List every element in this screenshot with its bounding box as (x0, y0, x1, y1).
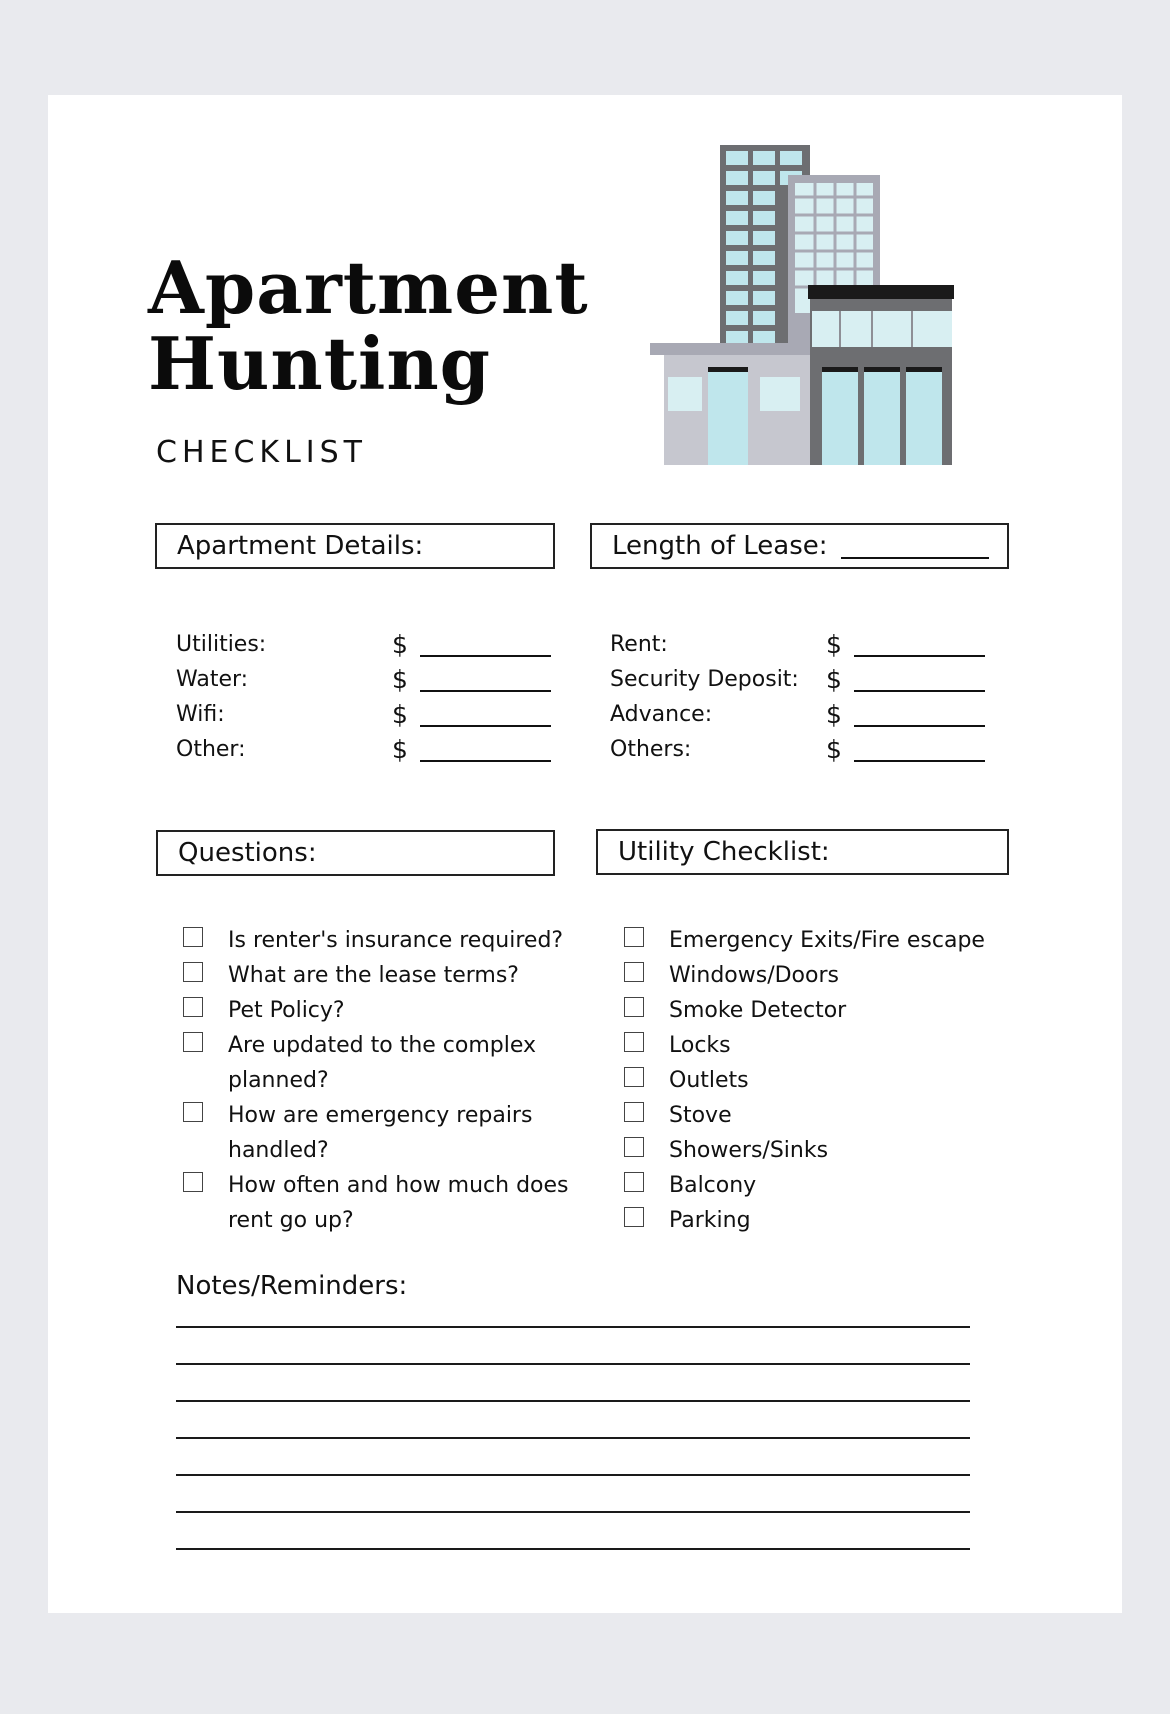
checkbox[interactable] (183, 1102, 203, 1122)
list-item[interactable] (624, 1133, 1014, 1168)
utility-text: Smoke Detector (669, 998, 847, 1023)
block-right-upper-glass (812, 311, 952, 347)
question-text: Is renter's insurance required? (228, 928, 564, 953)
dollar-sign: $ (826, 735, 842, 764)
list-item[interactable] (624, 958, 1014, 993)
page-subtitle: CHECKLIST (156, 435, 368, 470)
list-item[interactable] (183, 1168, 573, 1238)
list-item[interactable] (183, 923, 573, 958)
apartment-building-illustration (650, 145, 970, 465)
title-line-1: Apartment (148, 245, 589, 330)
cost-row-wifi (176, 700, 576, 735)
cost-row-other (176, 735, 576, 770)
questions-list (183, 923, 573, 1238)
utility-text: Windows/Doors (669, 963, 839, 988)
list-item[interactable] (624, 993, 1014, 1028)
note-line[interactable] (176, 1511, 970, 1513)
lease-heading: Length of Lease: (612, 531, 828, 561)
apartment-details-box (155, 523, 555, 569)
lease-box (590, 523, 1009, 569)
amount-blank[interactable] (420, 690, 551, 692)
utility-list (624, 923, 1014, 1238)
checkbox[interactable] (624, 1067, 644, 1087)
checkbox[interactable] (624, 1032, 644, 1052)
checkbox[interactable] (183, 1172, 203, 1192)
utility-text: Stove (669, 1103, 732, 1128)
cost-label: Security Deposit: (610, 667, 799, 692)
list-item[interactable] (624, 1168, 1014, 1203)
checkbox[interactable] (624, 1172, 644, 1192)
cost-row-utilities (176, 630, 576, 665)
cost-row-security-deposit (610, 665, 1010, 700)
checkbox[interactable] (183, 927, 203, 947)
list-item[interactable] (624, 1098, 1014, 1133)
question-text: Pet Policy? (228, 998, 345, 1023)
dollar-sign: $ (392, 630, 408, 659)
checkbox[interactable] (624, 1102, 644, 1122)
utility-text: Emergency Exits/Fire escape (669, 928, 985, 953)
title-line-2: Hunting (148, 321, 492, 406)
dollar-sign: $ (392, 735, 408, 764)
dollar-sign: $ (826, 630, 842, 659)
checkbox[interactable] (183, 962, 203, 982)
apartment-details-list (176, 630, 576, 770)
roof-black (808, 285, 954, 299)
utility-text: Showers/Sinks (669, 1138, 829, 1163)
amount-blank[interactable] (420, 655, 551, 657)
amount-blank[interactable] (420, 725, 551, 727)
question-text: What are the lease terms? (228, 963, 519, 988)
checkbox[interactable] (624, 927, 644, 947)
lease-cost-list (610, 630, 1010, 770)
cost-row-rent (610, 630, 1010, 665)
note-line[interactable] (176, 1326, 970, 1328)
cost-row-others (610, 735, 1010, 770)
checkbox[interactable] (183, 997, 203, 1017)
checkbox[interactable] (183, 1032, 203, 1052)
apartment-details-heading: Apartment Details: (177, 531, 424, 561)
checklist-page (48, 95, 1122, 1613)
list-item[interactable] (183, 1028, 573, 1098)
dollar-sign: $ (392, 665, 408, 694)
amount-blank[interactable] (854, 655, 985, 657)
cost-row-water (176, 665, 576, 700)
note-line[interactable] (176, 1548, 970, 1550)
questions-heading: Questions: (178, 838, 317, 868)
utility-checklist-heading: Utility Checklist: (618, 837, 830, 867)
checkbox[interactable] (624, 1137, 644, 1157)
question-text: Are updated to the complex planned? (228, 1033, 537, 1093)
cost-row-advance (610, 700, 1010, 735)
utility-text: Parking (669, 1208, 751, 1233)
question-text: How are emergency repairs handled? (228, 1103, 533, 1163)
amount-blank[interactable] (854, 760, 985, 762)
cost-label: Wifi: (176, 702, 225, 727)
questions-box (156, 830, 555, 876)
utility-checklist-box (596, 829, 1009, 875)
note-line[interactable] (176, 1363, 970, 1365)
list-item[interactable] (624, 1028, 1014, 1063)
utility-text: Locks (669, 1033, 731, 1058)
cost-label: Advance: (610, 702, 713, 727)
list-item[interactable] (183, 958, 573, 993)
note-line[interactable] (176, 1437, 970, 1439)
cost-label: Utilities: (176, 632, 267, 657)
list-item[interactable] (624, 923, 1014, 958)
list-item[interactable] (183, 993, 573, 1028)
dollar-sign: $ (826, 665, 842, 694)
checkbox[interactable] (624, 997, 644, 1017)
amount-blank[interactable] (854, 725, 985, 727)
note-line[interactable] (176, 1400, 970, 1402)
utility-text: Outlets (669, 1068, 749, 1093)
checkbox[interactable] (624, 1207, 644, 1227)
dollar-sign: $ (826, 700, 842, 729)
note-line[interactable] (176, 1474, 970, 1476)
cost-label: Water: (176, 667, 249, 692)
annex-door (708, 371, 748, 465)
lease-length-blank[interactable] (841, 557, 989, 559)
notes-label: Notes/Reminders: (176, 1271, 408, 1301)
list-item[interactable] (624, 1203, 1014, 1238)
page-title (148, 245, 589, 406)
cost-label: Other: (176, 737, 246, 762)
dollar-sign: $ (392, 700, 408, 729)
checkbox[interactable] (624, 962, 644, 982)
utility-text: Balcony (669, 1173, 757, 1198)
list-item[interactable] (624, 1063, 1014, 1098)
annex-roof (650, 343, 810, 355)
amount-blank[interactable] (854, 690, 985, 692)
cost-label: Rent: (610, 632, 668, 657)
list-item[interactable] (183, 1098, 573, 1168)
notes-lines[interactable] (176, 1326, 970, 1585)
cost-label: Others: (610, 737, 692, 762)
question-text: How often and how much does rent go up? (228, 1173, 569, 1233)
amount-blank[interactable] (420, 760, 551, 762)
